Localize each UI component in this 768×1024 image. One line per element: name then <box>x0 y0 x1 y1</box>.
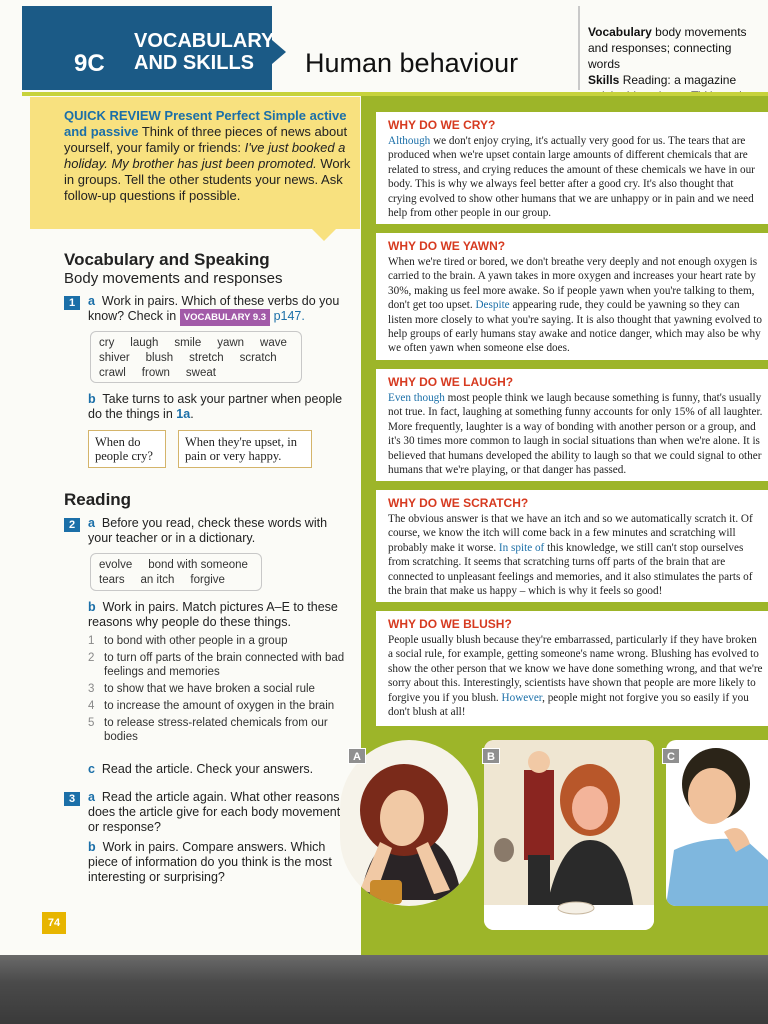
reason-item <box>88 634 348 648</box>
dictionary-words-row-2: tears an itch forgive <box>99 574 225 586</box>
verb-word-box <box>90 331 302 383</box>
verb-row-2: shiver blush stretch scratch <box>99 352 277 364</box>
reason-number: 1 <box>88 635 95 647</box>
exercise-1a <box>88 294 348 326</box>
exercise-2a <box>88 516 348 546</box>
article-body <box>388 134 764 220</box>
vocab-speaking-subtitle: Body movements and responses <box>64 270 283 287</box>
skills-label: Skills <box>588 73 620 87</box>
article-body <box>388 512 764 598</box>
exercise-1a-letter: a <box>88 294 95 308</box>
reason-item <box>88 682 348 696</box>
exercise-3-number: 3 <box>64 792 80 806</box>
quick-review-instruction-2: Work in groups. Tell the other students your news. Ask follow-up questions if possible. <box>64 156 351 203</box>
exercise-1b-letter: b <box>88 392 96 406</box>
article-title: WHY DO WE BLUSH? <box>388 617 512 631</box>
reason-text: to turn off parts of the brain connected with bad feelings and memories <box>104 652 345 678</box>
unit-tag-arrow <box>272 40 286 64</box>
section-name <box>134 30 274 74</box>
article-body <box>388 633 764 719</box>
exercise-1b <box>88 392 348 422</box>
dictionary-words-row-1: evolve bond with someone <box>99 559 248 571</box>
verb-row-3: crawl frown sweat <box>99 367 216 379</box>
article-scratch <box>376 490 768 602</box>
reasons-list <box>88 634 348 747</box>
connector-word: Even though <box>388 392 445 404</box>
speech-bubble-question: When do people cry? <box>88 430 166 468</box>
vocab-speaking-title: Vocabulary and Speaking <box>64 250 270 269</box>
article-body <box>388 391 764 477</box>
exercise-3b-text: Work in pairs. Compare answers. Which piece of information do you think is the most interesting or surprising? <box>88 840 332 884</box>
exercise-2b <box>88 600 348 630</box>
connector-word: In spite of <box>498 541 545 554</box>
vocabulary-page-link[interactable]: p147. <box>273 309 305 323</box>
article-text: When we're tired or bored, we don't breathe very deeply and not enough oxygen is carried to the brain. A yawn takes in more oxygen and increases your heart rate by 30%, making us feel more awake. So if people yawn when you're talking to them, don't get too upset. <box>388 256 758 312</box>
exercise-1-number: 1 <box>64 296 80 310</box>
reason-text: to increase the amount of oxygen in the brain <box>104 700 335 712</box>
exercise-3a <box>88 790 348 835</box>
reading-title: Reading <box>64 490 132 509</box>
exercise-2c <box>88 762 348 777</box>
picture-b-label: B <box>482 748 500 764</box>
reason-item <box>88 716 348 744</box>
skills-text: Reading: a magazine <box>622 73 737 87</box>
verb-row-1: cry laugh smile yawn wave <box>99 337 287 349</box>
article-body <box>388 255 764 356</box>
exercise-3a-text: Read the article again. What other reasons does the article give for each body movement or response? <box>88 790 341 834</box>
vocab-text: body movements and responses; connecting words <box>588 25 747 71</box>
reason-text: to show that we have broken a social rule <box>104 683 315 695</box>
dictionary-word-box <box>90 553 262 591</box>
page-title: Human behaviour <box>305 48 519 78</box>
article-cry <box>376 112 768 224</box>
header-divider <box>578 6 580 90</box>
reason-number: 3 <box>88 683 95 695</box>
blushing-woman-restaurant-illustration <box>484 740 654 930</box>
article-blush <box>376 611 768 726</box>
section-name-line1: VOCABULARY <box>134 30 275 52</box>
article-text: The obvious answer is that we have an itch and so we automatically scratch it. Of course, we know the itch will come back in a few minutes and scratching will probably make it worse. <box>388 513 753 554</box>
picture-a-label: A <box>348 748 366 764</box>
vocab-label: Vocabulary <box>588 25 652 39</box>
connector-word: Although <box>388 135 431 147</box>
exercise-2-number: 2 <box>64 518 80 532</box>
exercise-1b-end: . <box>190 407 194 421</box>
article-yawn <box>376 233 768 360</box>
reason-number: 4 <box>88 700 95 712</box>
reason-item <box>88 699 348 713</box>
quick-review-notch <box>312 229 336 241</box>
picture-c-label: C <box>662 748 680 764</box>
scan-edge <box>0 955 768 1024</box>
connector-word: Despite <box>475 299 510 312</box>
exercise-1b-text: Take turns to ask your partner when people do the things in <box>88 392 343 421</box>
exercise-3b <box>88 840 348 885</box>
quick-review-example: I've just booked a holiday. My brother has just been promoted. <box>64 140 346 171</box>
article-text: we don't enjoy crying, it's actually very good for us. The tears that are produced when we're upset contain large amounts of different chemicals that are related to stress, and crying reduces the amount of these chemicals we have in our body. This is why we always feel better after a good cry. It's also thought that crying evolved to show other humans that we are unhappy or in pain and we need help from other people in our group. <box>388 135 755 220</box>
picture-c <box>666 740 768 906</box>
reason-number: 2 <box>88 652 95 664</box>
exercise-3a-letter: a <box>88 790 95 804</box>
exercise-2c-letter: c <box>88 762 95 776</box>
exercise-1b-ref: 1a <box>176 407 191 421</box>
speech-bubble-answer: When they're upset, in pain or very happy. <box>178 430 312 468</box>
quick-review-heading: QUICK REVIEW Present Perfect Simple active and passive <box>64 108 347 139</box>
reason-number: 5 <box>88 717 95 729</box>
article-title: WHY DO WE CRY? <box>388 118 496 132</box>
article-title: WHY DO WE LAUGH? <box>388 375 514 389</box>
exercise-3b-letter: b <box>88 840 96 854</box>
exercise-2b-letter: b <box>88 600 96 614</box>
quick-review-instruction: Think of three pieces of news about yourself, your family or friends: <box>64 124 348 155</box>
article-text: appearing rude, they could be yawning so they can listen more closely to what you're saying. It is also thought that yawning evolved to help groups of early humans stay awake and notice danger, which may also be why we often yawn when someone else does. <box>388 299 762 355</box>
connector-word: However <box>501 691 543 704</box>
quick-review-text <box>64 108 354 204</box>
article-text: most people think we laugh because something is funny, that's usually not true. In fact, laughing at something funny accounts for only 15% of all laughter. More frequently, laughter is a way of bonding with another person or a group, and it's 30 times more common to laugh in social situations than when we're alone. It is believed that humans developed the ability to laugh so that we could signal to other humans that we're playing, or that danger has passed. <box>388 392 763 477</box>
reason-text: to bond with other people in a group <box>104 635 288 647</box>
article-text: People usually blush because they're embarrassed, particularly if they have broken a social rule, for example, getting someone's name wrong. Blushing has evolved to show the other person that we know we have done something wrong, and that we're sorry about this. Interestingly, scientists have shown that people are more likely to forgive you if you blush. <box>388 634 763 704</box>
exercise-2c-text: Read the article. Check your answers. <box>101 762 314 776</box>
exercise-1a-text: Work in pairs. Which of these verbs do you know? Check in <box>88 294 340 323</box>
article-laugh <box>376 369 768 481</box>
exercise-2a-letter: a <box>88 516 95 530</box>
article-title: WHY DO WE YAWN? <box>388 239 506 253</box>
reason-item <box>88 651 348 679</box>
vocabulary-reference-tag[interactable]: VOCABULARY 9.3 <box>180 309 270 326</box>
scratching-boy-illustration <box>666 740 768 906</box>
section-name-line2: AND SKILLS <box>134 52 254 74</box>
exercise-2b-text: Work in pairs. Match pictures A–E to these reasons why people do these things. <box>88 600 338 629</box>
reason-text: to release stress-related chemicals from our bodies <box>104 717 328 743</box>
unit-code: 9C <box>74 50 105 77</box>
exercise-2a-text: Before you read, check these words with your teacher or in a dictionary. <box>88 516 328 545</box>
article-title: WHY DO WE SCRATCH? <box>388 496 529 510</box>
article-text: this knowledge, we still can't stop ourselves from scratching. It seems that scratching turns off parts of the brain that are connected to unpleasant feelings and memories, and it also stimulates the parts of the brain that make us happy – which is why it feels so good! <box>388 541 753 598</box>
article-text: , people might not forgive you so easily if you don't blush at all! <box>388 691 749 719</box>
picture-b <box>484 740 654 930</box>
page-number: 74 <box>42 912 66 934</box>
